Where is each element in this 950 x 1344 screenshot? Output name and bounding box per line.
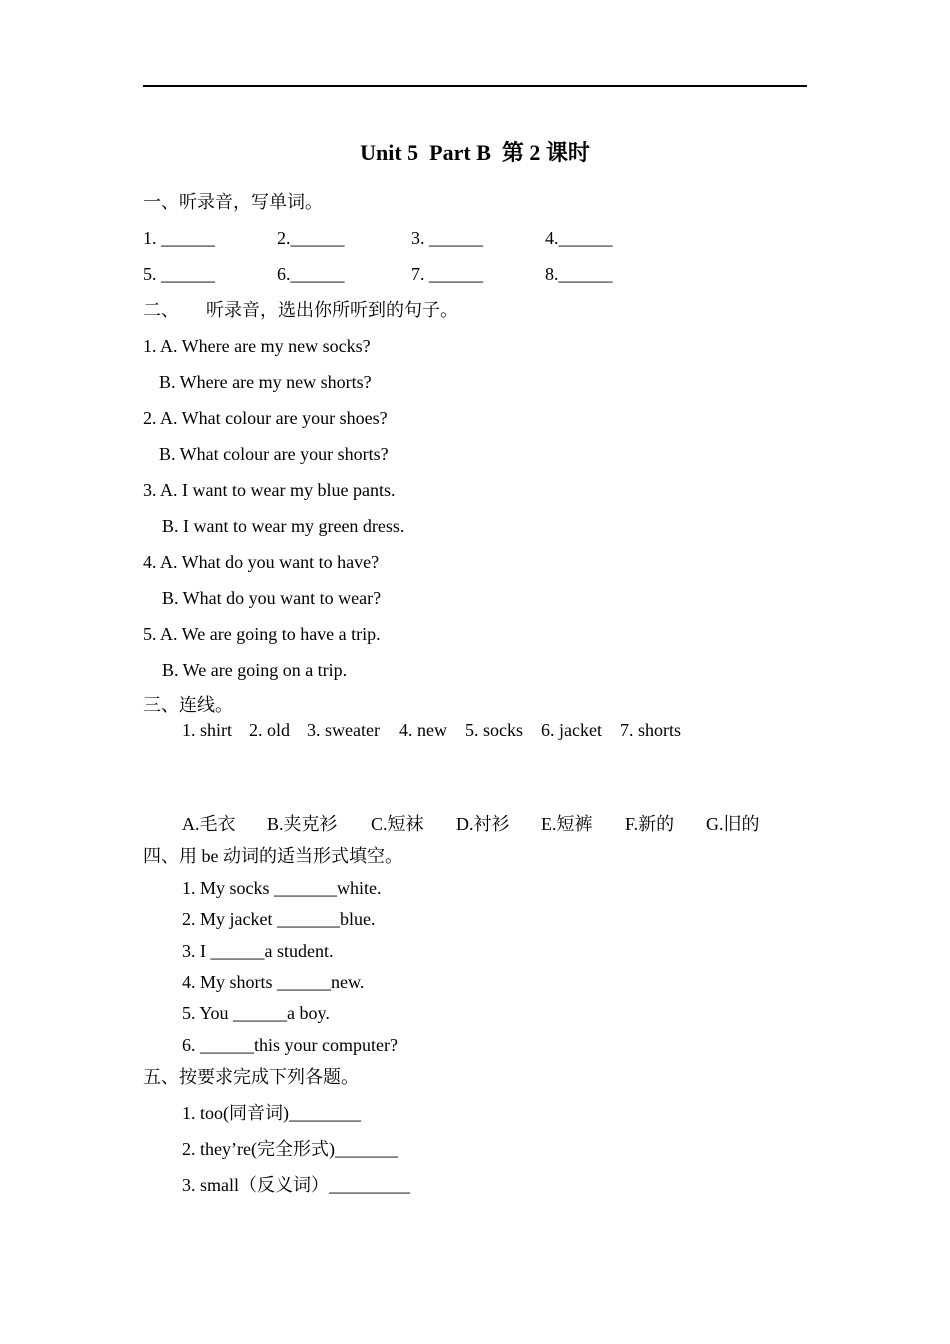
match-option-b: B.夹克衫 xyxy=(267,814,338,834)
q1-option-a: 1. A. Where are my new socks? xyxy=(143,336,371,356)
match-option-c: C.短袜 xyxy=(371,814,424,834)
q2-option-a: 2. A. What colour are your shoes? xyxy=(143,408,388,428)
q3-option-a: 3. A. I want to wear my blue pants. xyxy=(143,480,396,500)
fill-item-2: 2. My jacket _______blue. xyxy=(182,909,376,929)
page-title: Unit 5 Part B 第 2 课时 xyxy=(360,140,590,165)
match-word-3: 3. sweater xyxy=(307,720,380,740)
match-word-7: 7. shorts xyxy=(620,720,682,740)
fill-item-5: 5. You ______a boy. xyxy=(182,1003,330,1023)
match-word-4: 4. new xyxy=(399,720,447,740)
blank-8: 8.______ xyxy=(545,264,613,284)
match-option-a: A.毛衣 xyxy=(182,814,236,834)
match-word-2: 2. old xyxy=(249,720,291,740)
q4-option-b: B. What do you want to wear? xyxy=(162,588,382,608)
section1-heading: 一、听录音，写单词。 xyxy=(143,192,323,212)
q4-option-a: 4. A. What do you want to have? xyxy=(143,552,380,572)
fill-item-1: 1. My socks _______white. xyxy=(182,878,382,898)
blank-5: 5. ______ xyxy=(143,264,215,284)
blank-1: 1. ______ xyxy=(143,228,215,248)
match-option-e: E.短裤 xyxy=(541,814,593,834)
q5-option-a: 5. A. We are going to have a trip. xyxy=(143,624,381,644)
task-item-1: 1. too(同音词)________ xyxy=(182,1103,361,1123)
q2-option-b: B. What colour are your shorts? xyxy=(159,444,389,464)
section5-heading: 五、按要求完成下列各题。 xyxy=(143,1067,359,1087)
match-word-5: 5. socks xyxy=(465,720,523,740)
fill-item-4: 4. My shorts ______new. xyxy=(182,972,365,992)
blank-2: 2.______ xyxy=(277,228,345,248)
header-rule xyxy=(143,85,807,87)
section4-heading: 四、用 be 动词的适当形式填空。 xyxy=(143,846,403,866)
blank-3: 3. ______ xyxy=(411,228,483,248)
blank-6: 6.______ xyxy=(277,264,345,284)
q1-option-b: B. Where are my new shorts? xyxy=(159,372,372,392)
section3-heading: 三、连线。 xyxy=(143,695,233,715)
match-word-1: 1. shirt xyxy=(182,720,233,740)
q3-option-b: B. I want to wear my green dress. xyxy=(162,516,405,536)
blank-4: 4.______ xyxy=(545,228,613,248)
match-option-f: F.新的 xyxy=(625,814,675,834)
match-word-6: 6. jacket xyxy=(541,720,602,740)
q5-option-b: B. We are going on a trip. xyxy=(162,660,348,680)
match-option-g: G.旧的 xyxy=(706,814,760,834)
blank-7: 7. ______ xyxy=(411,264,483,284)
fill-item-3: 3. I ______a student. xyxy=(182,941,334,961)
task-item-3: 3. small（反义词）_________ xyxy=(182,1175,410,1195)
task-item-2: 2. they’re(完全形式)_______ xyxy=(182,1139,398,1159)
match-option-d: D.衬衫 xyxy=(456,814,510,834)
fill-item-6: 6. ______this your computer? xyxy=(182,1035,398,1055)
section2-heading: 二、 听录音，选出你所听到的句子。 xyxy=(143,300,458,320)
